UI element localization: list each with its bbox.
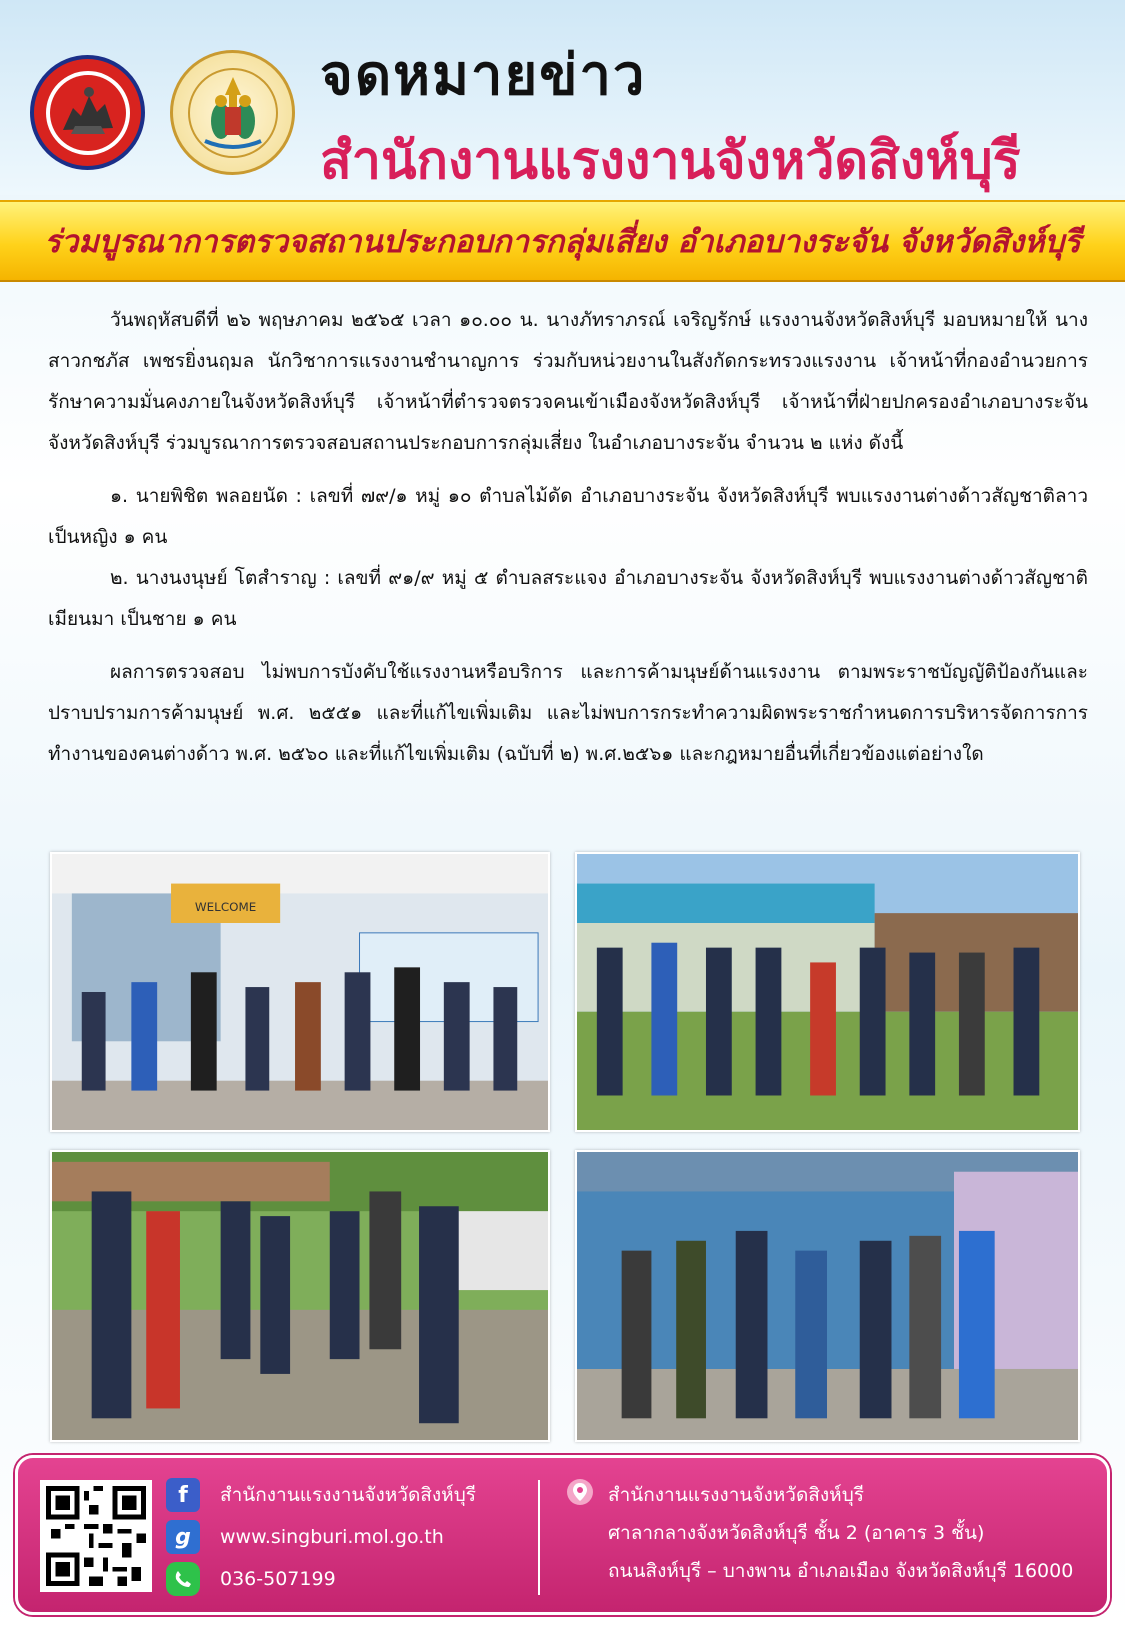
location-pin-icon [566, 1478, 594, 1506]
phone-number[interactable]: 036-507199 [220, 1568, 336, 1590]
article-paragraph-2: ผลการตรวจสอบ ไม่พบการบังคับใช้แรงงานหรือบริการ และการค้ามนุษย์ด้านแรงงาน ตามพระราชบัญญัติป้องกันและปราบปรามการค้ามนุษย์ พ.ศ. ๒๕๕๑ และที่แก้ไขเพิ่มเติม และไม่พบการกระทำความผิดพระราชกำหนดการบริหารจัดการการทำงานของคนต่างด้าว พ.ศ. ๒๕๖๐ และที่แก้ไขเพิ่มเติม (ฉบับที่ ๒) พ.ศ.๒๕๖๑ และกฎหมายอื่นที่เกี่ยวข้องแต่อย่างใด [48, 661, 1088, 765]
address-line-3: ถนนสิงห์บุรี – บางพาน อำเภอเมือง จังหวัดสิงห์บุรี 16000 [608, 1560, 1074, 1582]
contact-footer [15, 1455, 1110, 1615]
newsletter-title: จดหมายข่าว [320, 43, 647, 108]
ministry-of-labour-logo [170, 50, 295, 175]
facebook-icon: f [166, 1478, 200, 1512]
qr-code[interactable] [40, 1480, 152, 1592]
website-link[interactable]: www.singburi.mol.go.th [220, 1526, 444, 1548]
headline-text: ร่วมบูรณาการตรวจสถานประกอบการกลุ่มเสี่ยง อำเภอบางระจัน จังหวัดสิงห์บุรี [44, 224, 1081, 260]
phone-row[interactable] [166, 1562, 336, 1596]
photo-grid [50, 852, 1080, 1442]
address-line-1: สำนักงานแรงงานจังหวัดสิงห์บุรี [608, 1484, 864, 1506]
photo-house-group [575, 1150, 1080, 1442]
photo-field-group [575, 852, 1080, 1132]
phone-icon [166, 1562, 200, 1596]
website-row[interactable] [166, 1520, 444, 1554]
facebook-row[interactable] [166, 1478, 476, 1512]
article-paragraph-1: วันพฤหัสบดีที่ ๒๖ พฤษภาคม ๒๕๖๕ เวลา ๑๐.๐๐ น. นางภัทราภรณ์ เจริญรักษ์ แรงงานจังหวัดสิงห์บุรี มอบหมายให้ นางสาวกชภัส เพชรยิ่งนฤมล นักวิชาการแรงงานชำนาญการ ร่วมกับหน่วยงานในสังกัดกระทรวงแรงงาน เจ้าหน้าที่กองอำนวยการรักษาความมั่นคงภายในจังหวัดสิงห์บุรี เจ้าหน้าที่ตำรวจตรวจคนเข้าเมืองจังหวัดสิงห์บุรี เจ้าหน้าที่ฝ่ายปกครองอำเภอบางระจัน จังหวัดสิงห์บุรี ร่วมบูรณาการตรวจสอบสถานประกอบการกลุ่มเสี่ยง ในอำเภอบางระจัน จำนวน ๒ แห่ง ดังนี้ [48, 309, 1088, 454]
article-item-1: ๑. นายพิชิต พลอยนัด : เลขที่ ๗๙/๑ หมู่ ๑๐ ตำบลไม้ดัด อำเภอบางระจัน จังหวัดสิงห์บุรี พบแรงงานต่างด้าวสัญชาติลาว เป็นหญิง ๑ คน [48, 485, 1088, 548]
headline-banner [0, 200, 1125, 282]
welcome-sign: WELCOME [194, 900, 257, 915]
header [0, 0, 1125, 195]
horse-rider-icon [43, 68, 133, 158]
singburi-province-logo [30, 55, 145, 170]
article-body [48, 300, 1088, 775]
qr-code-icon [46, 1486, 146, 1586]
article-item-2: ๒. นางนงนุษย์ โตสำราญ : เลขที่ ๙๑/๙ หมู่ ๕ ตำบลสระแจง อำเภอบางระจัน จังหวัดสิงห์บุรี พบแรงงานต่างด้าวสัญชาติเมียนมา เป็นชาย ๑ คน [48, 567, 1088, 630]
deity-emblem-icon [185, 65, 281, 161]
google-icon: g [166, 1520, 200, 1554]
office-address [608, 1476, 1073, 1590]
office-name: สำนักงานแรงงานจังหวัดสิงห์บุรี [320, 131, 1021, 191]
footer-divider [538, 1480, 540, 1595]
facebook-page-name[interactable]: สำนักงานแรงงานจังหวัดสิงห์บุรี [220, 1484, 476, 1506]
photo-office-group [50, 852, 550, 1132]
address-line-2: ศาลากลางจังหวัดสิงห์บุรี ชั้น 2 (อาคาร 3 ชั้น) [608, 1522, 985, 1544]
photo-inspection [50, 1150, 550, 1442]
